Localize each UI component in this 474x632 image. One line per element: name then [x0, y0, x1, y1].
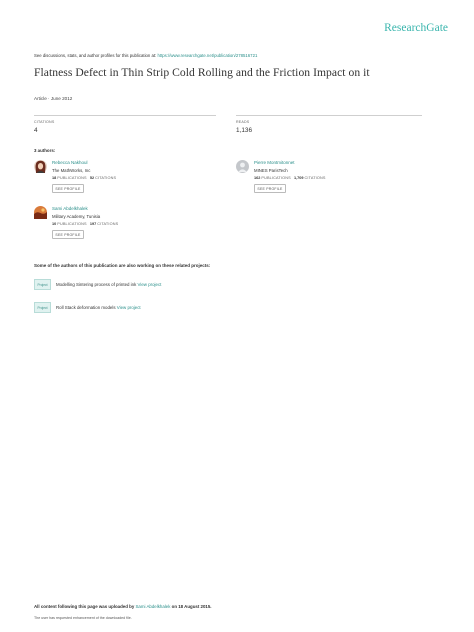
author-institution: The MathWorks, Inc — [52, 168, 91, 173]
author-name[interactable]: Pierre Montmitonnet — [254, 160, 295, 165]
author-institution: MINES ParisTech — [254, 168, 288, 173]
view-project-link[interactable]: View project — [116, 305, 141, 310]
author-stats — [254, 176, 326, 180]
project-line — [56, 305, 141, 310]
citations-value: 4 — [34, 127, 38, 134]
divider-right — [236, 115, 422, 116]
citations-label: CITATIONS — [304, 176, 326, 180]
project-name: Roll Stack deformation models — [56, 305, 116, 310]
reads-label: READS — [236, 120, 250, 124]
author-name[interactable]: Rebecca Nakhoul — [52, 160, 88, 165]
project-tag: Project — [34, 302, 51, 313]
view-project-link[interactable]: View project — [137, 282, 162, 287]
upload-date: on 18 August 2015. — [171, 604, 212, 609]
divider-left — [34, 115, 216, 116]
project-tag: Project — [34, 279, 51, 290]
author-stats — [52, 222, 118, 226]
publication-count: 162 — [254, 176, 261, 180]
citation-count: 1,709 — [293, 176, 304, 180]
upload-prefix: All content following this page was uploaded by — [34, 604, 135, 609]
citations-label: CITATIONS — [95, 176, 117, 180]
publication-link[interactable]: https://www.researchgate.net/publication/278516721 — [157, 53, 258, 58]
see-profile-button[interactable]: SEE PROFILE — [52, 230, 84, 239]
publications-label: PUBLICATIONS — [261, 176, 291, 180]
paper-title: Flatness Defect in Thin Strip Cold Rolling and the Friction Impact on it — [34, 66, 370, 79]
discussion-text: See discussions, stats, and author profiles for this publication at: — [34, 53, 157, 58]
see-profile-button[interactable]: SEE PROFILE — [254, 184, 286, 193]
author-institution: Military Academy, Tunisia — [52, 214, 101, 219]
projects-heading: Some of the authors of this publication are also working on these related projects: — [34, 263, 211, 268]
upload-note — [34, 604, 212, 609]
publication-count: 10 — [52, 222, 57, 226]
header-bar — [0, 0, 474, 50]
citations-label: CITATIONS — [34, 120, 55, 124]
researchgate-logo[interactable]: ResearchGate — [384, 22, 448, 34]
publications-label: PUBLICATIONS — [57, 176, 87, 180]
publication-count: 18 — [52, 176, 57, 180]
citation-count: 52 — [89, 176, 95, 180]
author-stats — [52, 176, 116, 180]
avatar[interactable] — [34, 160, 47, 173]
project-name: Modelling Sintering process of printed ink — [56, 282, 137, 287]
project-line — [56, 282, 161, 287]
reads-value: 1,136 — [236, 127, 252, 134]
uploader-link[interactable]: Sami Abdelkhalek — [135, 604, 171, 609]
author-name[interactable]: Sami Abdelkhalek — [52, 206, 88, 211]
authors-heading: 3 authors: — [34, 148, 56, 153]
citation-count: 197 — [89, 222, 97, 226]
see-profile-button[interactable]: SEE PROFILE — [52, 184, 84, 193]
enhancement-note: The user has requested enhancement of the downloaded file. — [34, 616, 132, 620]
citations-label: CITATIONS — [97, 222, 119, 226]
article-type-date: Article · June 2012 — [34, 96, 73, 101]
avatar[interactable] — [34, 206, 47, 219]
discussion-line — [34, 53, 257, 58]
avatar[interactable] — [236, 160, 249, 173]
publications-label: PUBLICATIONS — [57, 222, 87, 226]
